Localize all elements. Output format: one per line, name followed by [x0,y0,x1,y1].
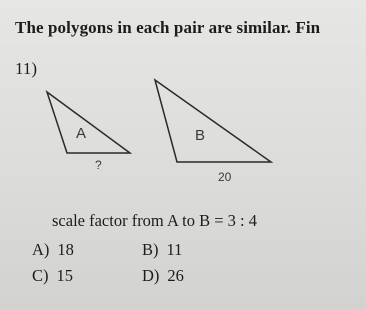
choice-value: 11 [166,240,183,259]
choice-letter: C) [32,266,49,285]
triangle-a [47,92,130,153]
triangle-b-label: B [195,127,206,144]
choice-letter: A) [32,240,50,259]
known-side-label: 20 [218,170,232,184]
answer-choice-b[interactable] [142,240,182,260]
answer-choice-c[interactable] [32,266,73,286]
choice-value: 18 [57,240,74,259]
choice-letter: B) [142,240,159,259]
triangle-a-label: A [76,125,87,142]
unknown-side-label: ? [95,158,102,172]
scale-factor-text: scale factor from A to B = 3 : 4 [52,211,257,230]
answer-choice-a[interactable] [32,240,74,260]
choice-letter: D) [142,266,160,285]
problem-number: 11) [15,59,38,78]
answer-choice-d[interactable] [142,266,184,286]
choice-value: 26 [167,266,184,285]
choice-value: 15 [56,266,73,285]
triangle-b [155,80,271,162]
instructions-text: The polygons in each pair are similar. Fin [15,18,321,37]
